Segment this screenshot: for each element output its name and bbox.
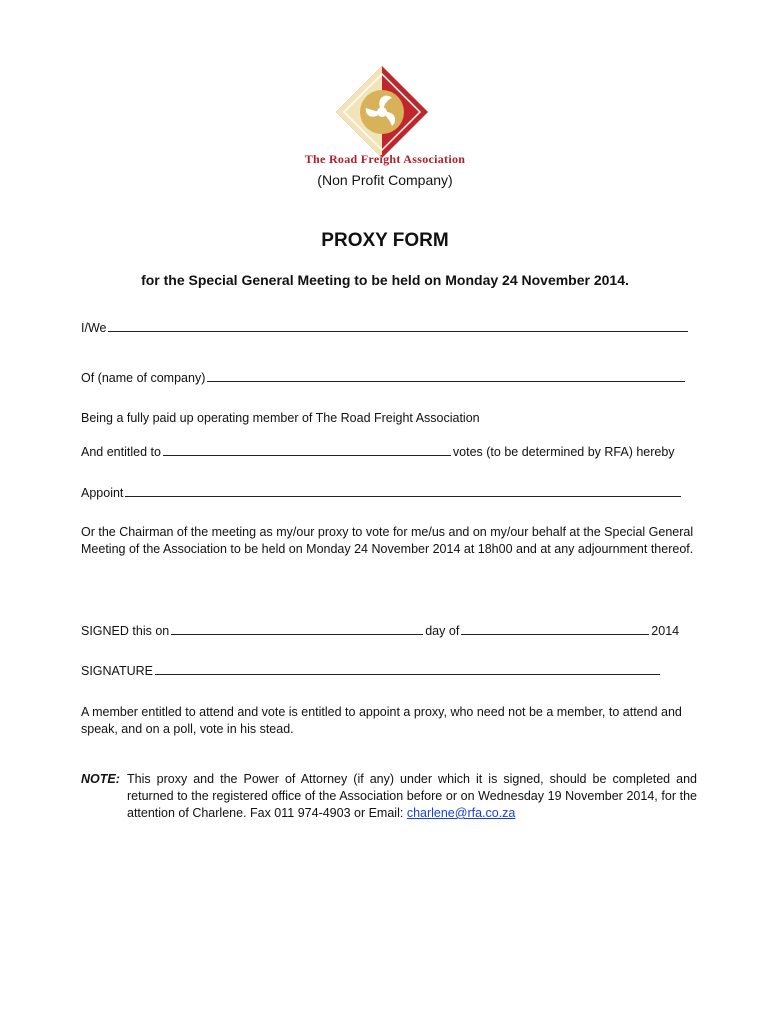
rfa-logo	[334, 64, 430, 160]
day-of-label: day of	[425, 624, 460, 638]
votes-label: votes (to be determined by RFA) hereby	[452, 445, 675, 459]
signature-field[interactable]	[155, 662, 660, 675]
iwe-label: I/We	[81, 321, 107, 335]
company-line	[81, 369, 687, 386]
page-subtitle: for the Special General Meeting to be held on Monday 24 November 2014.	[141, 272, 629, 288]
company-label: Of (name of company)	[81, 371, 206, 385]
appoint-label: Appoint	[81, 486, 124, 500]
year-text: 2014	[651, 624, 680, 638]
member-line: Being a fully paid up operating member of The Road Freight Association	[81, 411, 480, 425]
note-body: This proxy and the Power of Attorney (if any) under which it is signed, should be completed and returned to the registered office of the Association before or on Wednesday 19 November 2014, for the attention of Charlene. Fax 011 974-4903 or Email:	[127, 772, 697, 820]
iwe-line	[81, 319, 690, 336]
appoint-line	[81, 484, 683, 501]
member-rights-paragraph: A member entitled to attend and vote is entitled to appoint a proxy, who need not be a member, to attend and speak, and on a poll, vote in his stead.	[81, 705, 682, 736]
votes-field[interactable]	[163, 443, 451, 456]
org-name: The Road Freight Association	[304, 152, 466, 166]
signature-line	[81, 662, 662, 679]
signed-label: SIGNED this on	[81, 624, 170, 638]
company-field[interactable]	[207, 369, 685, 382]
page-title: PROXY FORM	[321, 230, 449, 251]
signed-line	[81, 622, 679, 639]
appoint-field[interactable]	[125, 484, 681, 497]
entitled-label: And entitled to	[81, 445, 161, 459]
note-text	[81, 771, 697, 822]
month-field[interactable]	[461, 622, 649, 635]
chairman-paragraph: Or the Chairman of the meeting as my/our proxy to vote for me/us and on my/our behalf at the Special General Meeting of the Association to be held on Monday 24 November 2014 at 18h00 and at any adjournment thereof.	[81, 525, 694, 556]
iwe-field[interactable]	[108, 319, 688, 332]
email-link[interactable]: charlene@rfa.co.za	[406, 806, 516, 820]
org-subtitle: (Non Profit Company)	[317, 172, 453, 188]
signed-field[interactable]	[171, 622, 423, 635]
note-block	[81, 771, 697, 822]
signature-label: SIGNATURE	[81, 664, 153, 678]
note-label: NOTE:	[81, 772, 120, 786]
entitled-line	[81, 443, 675, 460]
